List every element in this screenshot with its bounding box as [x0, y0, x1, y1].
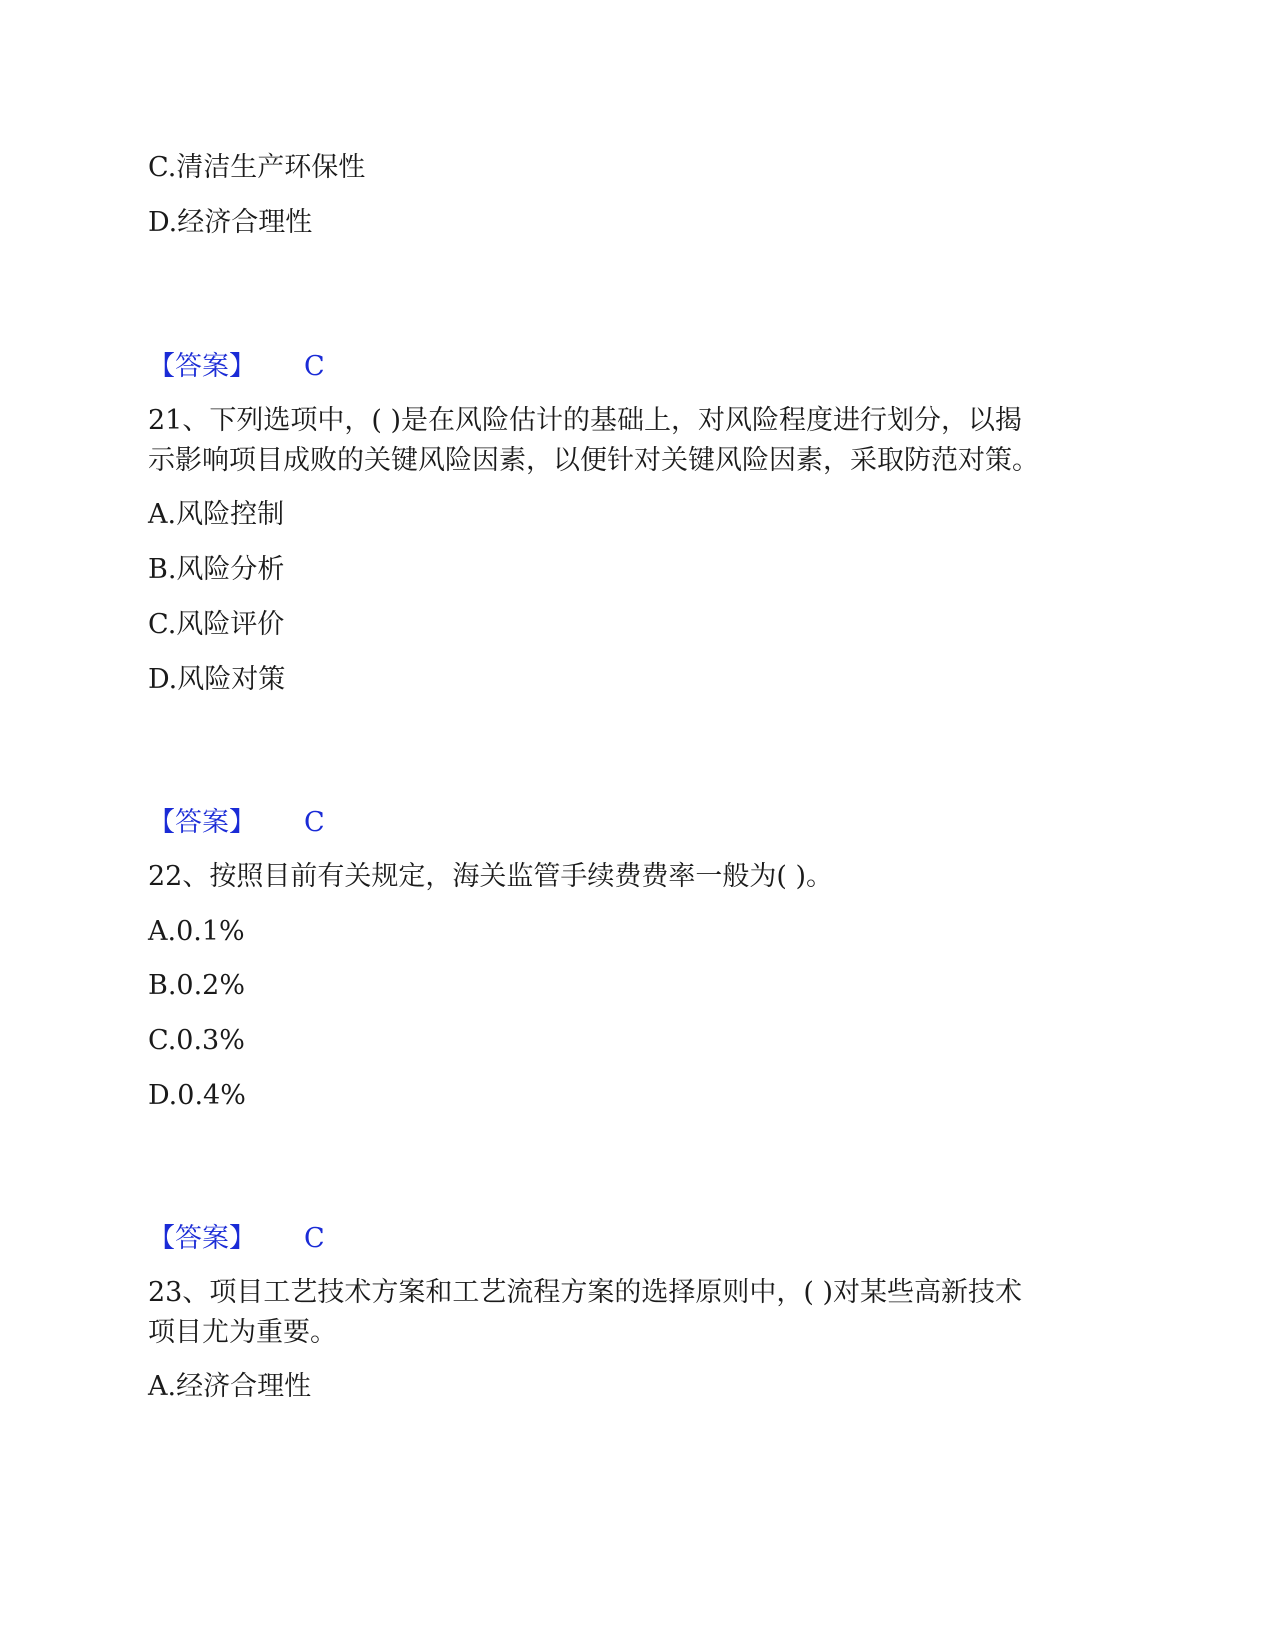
question-stem-line: 23、项目工艺技术方案和工艺流程方案的选择原则中，( )对某些高新技术: [148, 1277, 1023, 1308]
option-d: D.风险对策: [148, 664, 286, 695]
answer-label: 【答案】: [148, 1223, 256, 1254]
answer-value: C: [304, 1223, 325, 1254]
option-c: C.清洁生产环保性: [148, 152, 366, 183]
answer-row: [148, 1219, 325, 1259]
question-stem-line: 21、下列选项中，( )是在风险估计的基础上，对风险程度进行划分，以揭: [148, 405, 1023, 436]
option-a: A.风险控制: [148, 499, 285, 530]
question-stem-line: 22、按照目前有关规定，海关监管手续费费率一般为( )。: [148, 861, 834, 892]
option-d: D.0.4%: [148, 1080, 246, 1111]
option-c: C.风险评价: [148, 609, 285, 640]
question-stem-line: 项目尤为重要。: [148, 1317, 337, 1348]
question-stem-line: 示影响项目成败的关键风险因素，以便针对关键风险因素，采取防范对策。: [148, 445, 1039, 476]
option-d: D.经济合理性: [148, 207, 313, 238]
answer-value: C: [304, 807, 325, 838]
option-a: A.0.1%: [148, 916, 245, 947]
answer-row: [148, 803, 325, 843]
option-c: C.0.3%: [148, 1025, 245, 1056]
answer-value: C: [304, 351, 325, 382]
answer-label: 【答案】: [148, 351, 256, 382]
option-a: A.经济合理性: [148, 1371, 312, 1402]
answer-row: [148, 347, 325, 387]
option-b: B.风险分析: [148, 554, 285, 585]
answer-label: 【答案】: [148, 807, 256, 838]
option-b: B.0.2%: [148, 970, 246, 1001]
